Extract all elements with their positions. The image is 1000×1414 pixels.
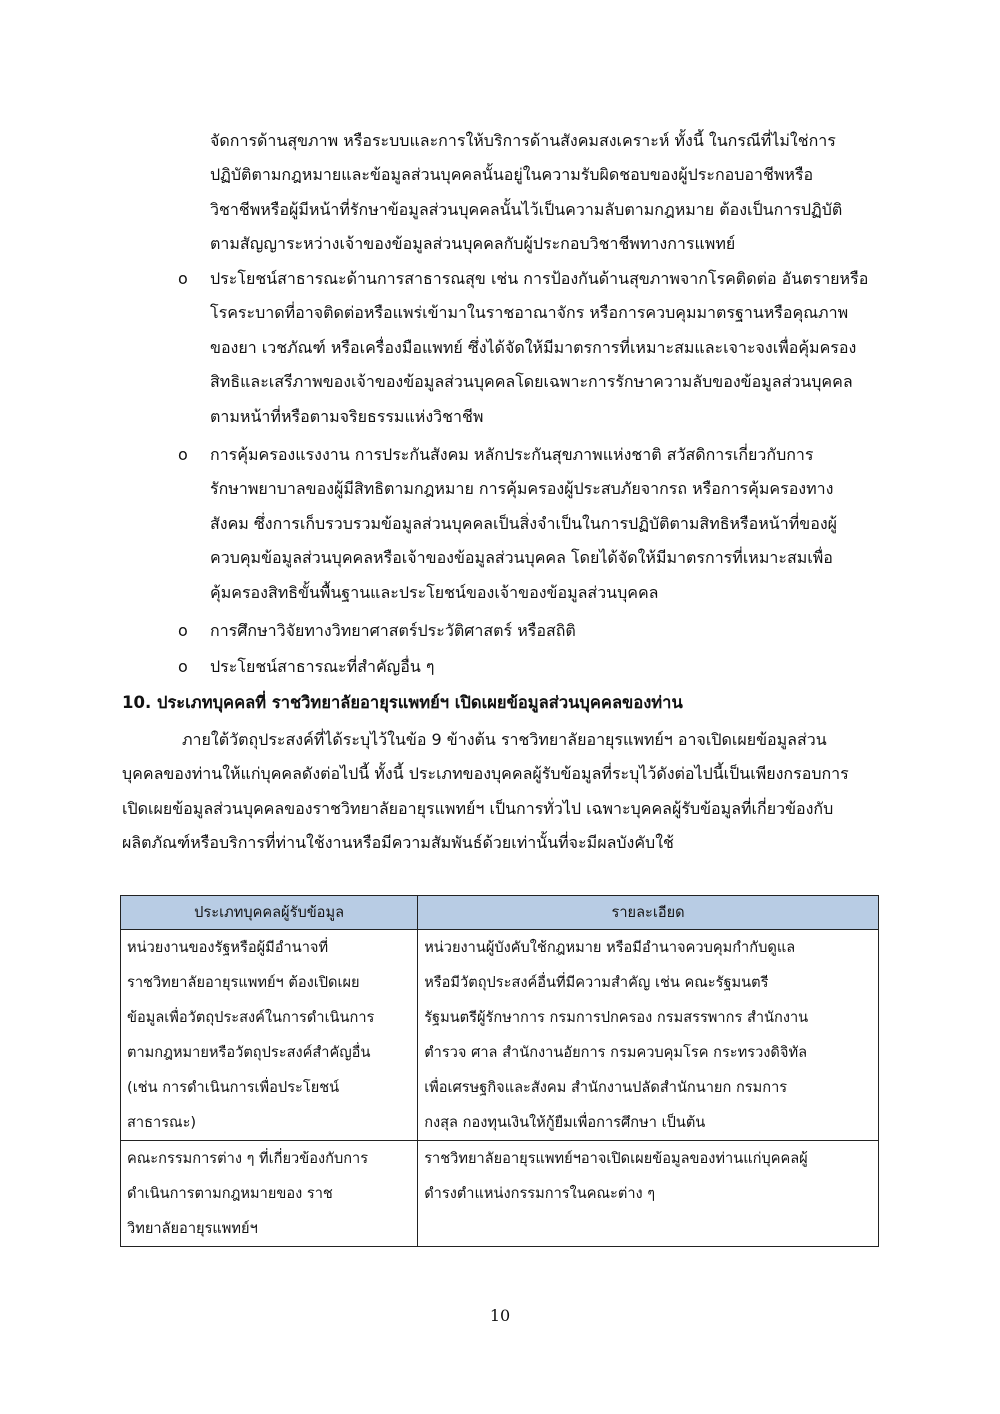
cell-line: หน่วยงานของรัฐหรือผู้มีอำนาจที่: [127, 939, 329, 956]
cell-line: ราชวิทยาลัยอายุรแพทย์ฯ ต้องเปิดเผย: [127, 974, 360, 991]
table-cell-type: [121, 930, 418, 1141]
bullet-line: สิทธิและเสรีภาพของเจ้าของข้อมูลส่วนบุคคลโดยเฉพาะการรักษาความลับของข้อมูลส่วนบุคคล: [210, 372, 853, 391]
table-header-cell: รายละเอียด: [418, 896, 879, 930]
paragraph-line: ปฏิบัติตามกฎหมายและข้อมูลส่วนบุคคลนั้นอยู่ในความรับผิดชอบของผู้ประกอบอาชีพหรือ: [210, 165, 814, 184]
paragraph-line: จัดการด้านสุขภาพ หรือระบบและการให้บริการด้านสังคมสงเคราะห์ ทั้งนี้ ในกรณีที่ไม่ใช่การ: [210, 131, 836, 150]
bullet-line: สังคม ซึ่งการเก็บรวบรวมข้อมูลส่วนบุคคลเป็นสิ่งจำเป็นในการปฏิบัติตามสิทธิหรือหน้าที่ของผู้: [210, 514, 837, 533]
table-cell-detail: [418, 1141, 879, 1247]
bullet-line: โรคระบาดที่อาจติดต่อหรือแพร่เข้ามาในราชอาณาจักร หรือการควบคุมมาตรฐานหรือคุณภาพ: [210, 303, 849, 322]
bullet-line: ตามหน้าที่หรือตามจริยธรรมแห่งวิชาชีพ: [210, 407, 484, 426]
bullet-line: ประโยชน์สาธารณะด้านการสาธารณสุข เช่น การป้องกันด้านสุขภาพจากโรคติดต่อ อันตรายหรือ: [210, 269, 869, 288]
table-cell-detail: [418, 930, 879, 1141]
bullet-marker: o: [178, 269, 188, 288]
bullet-line: ของยา เวชภัณฑ์ หรือเครื่องมือแพทย์ ซึ่งได้จัดให้มีมาตรการที่เหมาะสมและเจาะจงเพื่อคุ้มครอง: [210, 338, 857, 357]
bullet-line: การคุ้มครองแรงงาน การประกันสังคม หลักประกันสุขภาพแห่งชาติ สวัสดิการเกี่ยวกับการ: [210, 445, 814, 464]
bullet-line: ควบคุมข้อมูลส่วนบุคคลหรือเจ้าของข้อมูลส่วนบุคคล โดยได้จัดให้มีมาตรการที่เหมาะสมเพื่อ: [210, 548, 833, 567]
page-number: 10: [489, 1306, 511, 1325]
cell-line: (เช่น การดำเนินการเพื่อประโยชน์: [127, 1079, 340, 1096]
table-header-row: [121, 896, 879, 930]
cell-line: ดำเนินการตามกฎหมายของ ราช: [127, 1185, 333, 1202]
cell-line: หน่วยงานผู้บังคับใช้กฎหมาย หรือมีอำนาจควบคุมกำกับดูแล: [424, 939, 796, 956]
cell-line: กงสุล กองทุนเงินให้กู้ยืมเพื่อการศึกษา เป็นต้น: [424, 1114, 706, 1131]
table-row: [121, 930, 879, 1141]
paragraph-line: ผลิตภัณฑ์หรือบริการที่ท่านใช้งานหรือมีความสัมพันธ์ด้วยเท่านั้นที่จะมีผลบังคับใช้: [122, 833, 674, 852]
table-row: [121, 1141, 879, 1247]
cell-line: ตำรวจ ศาล สำนักงานอัยการ กรมควบคุมโรค กระทรวงดิจิทัล: [424, 1044, 808, 1061]
paragraph-line: ภายใต้วัตถุประสงค์ที่ได้ระบุไว้ในข้อ 9 ข้างต้น ราชวิทยาลัยอายุรแพทย์ฯ อาจเปิดเผยข้อมูลส่วน: [182, 730, 827, 749]
cell-line: ข้อมูลเพื่อวัตถุประสงค์ในการดำเนินการ: [127, 1009, 375, 1026]
cell-line: เพื่อเศรษฐกิจและสังคม สำนักงานปลัดสำนักนายก กรมการ: [424, 1079, 788, 1096]
cell-line: ราชวิทยาลัยอายุรแพทย์ฯอาจเปิดเผยข้อมูลของท่านแก่บุคคลผู้: [424, 1150, 808, 1167]
cell-line: วิทยาลัยอายุรแพทย์ฯ: [127, 1220, 258, 1237]
paragraph-line: เปิดเผยข้อมูลส่วนบุคคลของราชวิทยาลัยอายุรแพทย์ฯ เป็นการทั่วไป เฉพาะบุคคลผู้รับข้อมูลที่เกี่ยวข้องกับ: [122, 799, 834, 818]
recipient-table: [120, 895, 879, 1247]
paragraph-line: วิชาชีพหรือผู้มีหน้าที่รักษาข้อมูลส่วนบุคคลนั้นไว้เป็นความลับตามกฎหมาย ต้องเป็นการปฏิบัติ: [210, 200, 843, 219]
bullet-line: รักษาพยาบาลของผู้มีสิทธิตามกฎหมาย การคุ้มครองผู้ประสบภัยจากรถ หรือการคุ้มครองทาง: [210, 479, 834, 498]
table-header-cell: ประเภทบุคคลผู้รับข้อมูล: [121, 896, 418, 930]
paragraph-line: บุคคลของท่านให้แก่บุคคลดังต่อไปนี้ ทั้งนี้ ประเภทของบุคคลผู้รับข้อมูลที่ระบุไว้ดังต่อไปนี้เป็นเพียงกรอบการ: [122, 764, 849, 783]
cell-line: คณะกรรมการต่าง ๆ ที่เกี่ยวข้องกับการ: [127, 1150, 369, 1167]
bullet-marker: o: [178, 657, 188, 676]
table-cell-type: [121, 1141, 418, 1247]
bullet-line: ประโยชน์สาธารณะที่สำคัญอื่น ๆ: [210, 657, 435, 676]
bullet-line: การศึกษาวิจัยทางวิทยาศาสตร์ประวัติศาสตร์ หรือสถิติ: [210, 621, 576, 640]
bullet-marker: o: [178, 621, 188, 640]
paragraph-line: ตามสัญญาระหว่างเจ้าของข้อมูลส่วนบุคคลกับผู้ประกอบวิชาชีพทางการแพทย์: [210, 234, 736, 253]
cell-line: ตามกฎหมายหรือวัตถุประสงค์สำคัญอื่น: [127, 1044, 371, 1061]
cell-line: หรือมีวัตถุประสงค์อื่นที่มีความสำคัญ เช่น คณะรัฐมนตรี: [424, 974, 769, 991]
cell-line: ดำรงตำแหน่งกรรมการในคณะต่าง ๆ: [424, 1185, 656, 1202]
cell-line: สาธารณะ): [127, 1114, 197, 1131]
section-heading: 10. ประเภทบุคคลที่ ราชวิทยาลัยอายุรแพทย์ฯ เปิดเผยข้อมูลส่วนบุคคลของท่าน: [122, 693, 683, 712]
cell-line: รัฐมนตรีผู้รักษาการ กรมการปกครอง กรมสรรพากร สำนักงาน: [424, 1009, 809, 1026]
bullet-line: คุ้มครองสิทธิขั้นพื้นฐานและประโยชน์ของเจ้าของข้อมูลส่วนบุคคล: [210, 583, 659, 602]
bullet-marker: o: [178, 445, 188, 464]
